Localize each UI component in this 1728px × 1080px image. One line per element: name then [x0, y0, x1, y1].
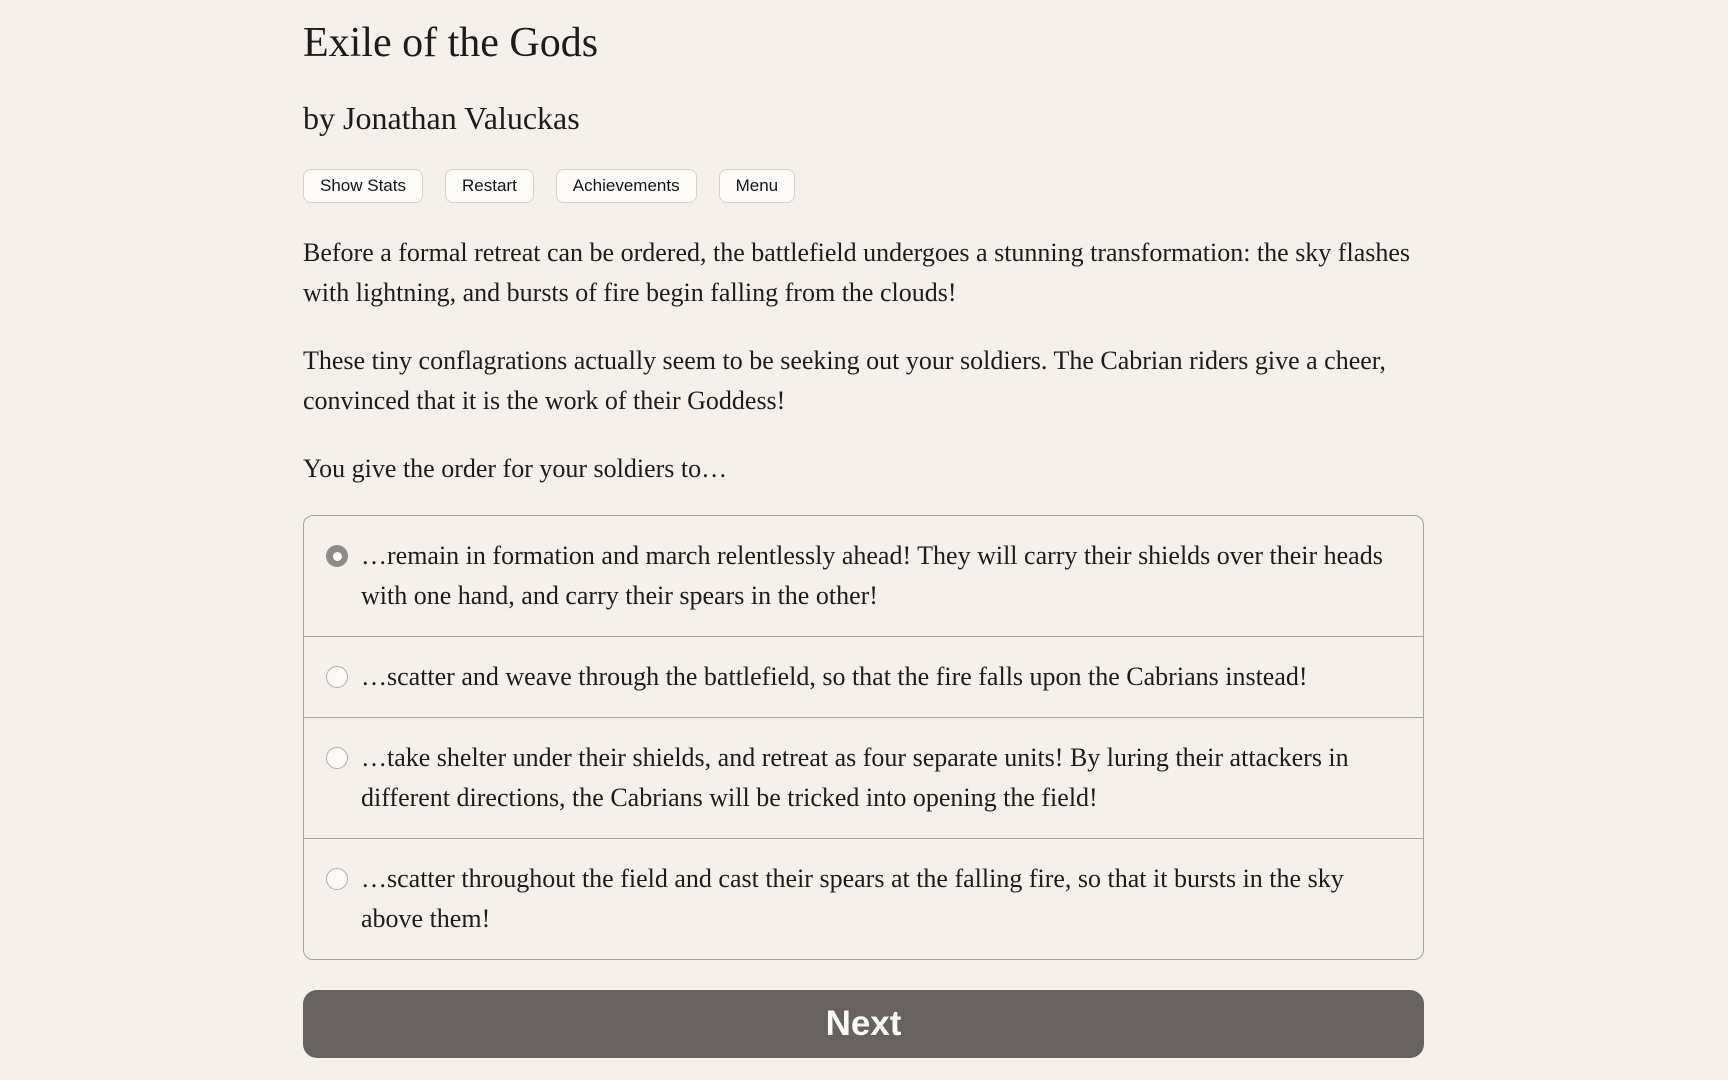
choice-option-label: …scatter and weave through the battlefield, so that the fire falls upon the Cabrians instead! [361, 662, 1308, 692]
choice-option-label: …remain in formation and march relentlessly ahead! They will carry their shields over their heads with one hand, and carry their spears in the other! [361, 541, 1383, 611]
story-paragraph: These tiny conflagrations actually seem to be seeking out your soldiers. The Cabrian riders give a cheer, convinced that it is the work of their Goddess! [303, 346, 1386, 416]
show-stats-button[interactable]: Show Stats [303, 169, 423, 203]
page-title: Exile of the Gods [303, 20, 599, 66]
author-byline: by Jonathan Valuckas [303, 100, 580, 137]
next-button[interactable]: Next [303, 990, 1424, 1058]
choice-option-1[interactable] [304, 516, 1423, 636]
menu-button[interactable]: Menu [719, 169, 796, 203]
radio-button-icon[interactable] [326, 545, 348, 567]
choice-option-label: …scatter throughout the field and cast their spears at the falling fire, so that it bursts in the sky above them! [361, 864, 1344, 934]
choice-option-label: …take shelter under their shields, and retreat as four separate units! By luring their attackers in different directions, the Cabrians will be tricked into opening the field! [361, 743, 1349, 813]
choice-option-2[interactable] [304, 636, 1423, 717]
story-text [303, 233, 1424, 489]
game-page [303, 0, 1424, 1058]
choice-group [303, 515, 1424, 960]
restart-button[interactable]: Restart [445, 169, 534, 203]
achievements-button[interactable]: Achievements [556, 169, 697, 203]
radio-button-icon[interactable] [326, 747, 348, 769]
toolbar [303, 169, 1424, 203]
radio-button-icon[interactable] [326, 868, 348, 890]
choice-option-3[interactable] [304, 717, 1423, 838]
radio-button-icon[interactable] [326, 666, 348, 688]
story-prompt: You give the order for your soldiers to… [303, 454, 728, 484]
story-paragraph: Before a formal retreat can be ordered, the battlefield undergoes a stunning transformation: the sky flashes with lightning, and bursts of fire begin falling from the clouds! [303, 238, 1411, 308]
choice-option-4[interactable] [304, 838, 1423, 959]
